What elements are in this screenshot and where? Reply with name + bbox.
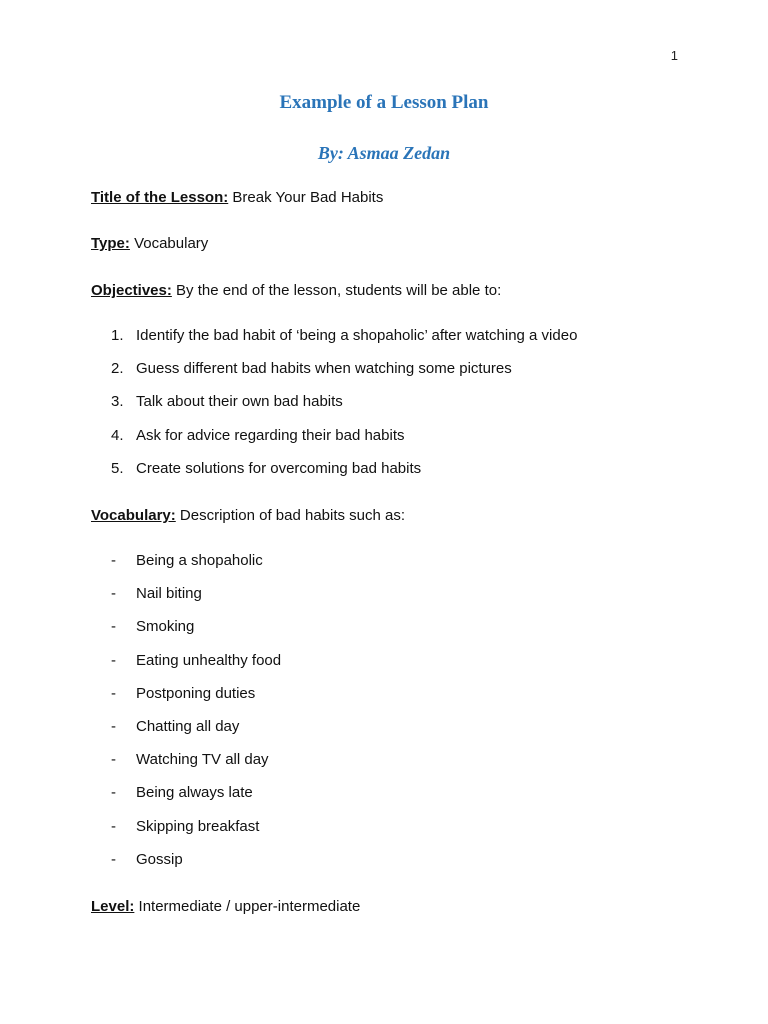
- level-label: Level:: [91, 898, 135, 915]
- lesson-title-label: Title of the Lesson:: [91, 189, 229, 206]
- level-line: [91, 898, 360, 915]
- objective-number: 1.: [111, 327, 124, 344]
- vocabulary-text: Skipping breakfast: [136, 817, 260, 835]
- vocabulary-item: [111, 784, 281, 817]
- objective-text: Ask for advice regarding their bad habits: [136, 426, 405, 444]
- vocabulary-text: Nail biting: [136, 585, 202, 603]
- objective-number: 4.: [111, 426, 124, 444]
- document-author: By: Asmaa Zedan: [317, 143, 451, 163]
- objective-text: Create solutions for overcoming bad habits: [136, 459, 422, 477]
- type-line: [91, 235, 208, 252]
- vocabulary-item: [111, 685, 281, 718]
- objective-text: Talk about their own bad habits: [136, 393, 343, 411]
- vocabulary-item: [111, 751, 281, 784]
- vocabulary-dash: -: [111, 751, 116, 769]
- vocabulary-text: Postponing duties: [136, 684, 256, 702]
- objective-number: 2.: [111, 360, 124, 378]
- objective-item: [111, 427, 577, 460]
- objectives-list: [111, 327, 577, 493]
- objective-item: [111, 327, 577, 360]
- vocabulary-dash: -: [111, 684, 116, 702]
- objective-number: 3.: [111, 393, 124, 411]
- vocabulary-item: [111, 652, 281, 685]
- vocabulary-dash: -: [111, 552, 116, 569]
- objective-item: [111, 360, 577, 393]
- vocabulary-text: Gossip: [136, 850, 183, 868]
- vocabulary-item: [111, 585, 281, 618]
- vocabulary-dash: -: [111, 618, 116, 636]
- type-label: Type:: [91, 235, 130, 252]
- vocabulary-item: [111, 851, 281, 884]
- objective-number: 5.: [111, 459, 124, 477]
- vocabulary-item: [111, 552, 281, 585]
- vocabulary-label: Vocabulary:: [91, 507, 176, 524]
- objective-item: [111, 393, 577, 426]
- vocabulary-text: Chatting all day: [136, 717, 240, 735]
- lesson-title-line: [91, 189, 383, 206]
- objective-text: Guess different bad habits when watching some pictures: [136, 360, 512, 378]
- vocabulary-dash: -: [111, 717, 116, 735]
- vocabulary-text: Being a shopaholic: [136, 552, 263, 569]
- document-title: Example of a Lesson Plan: [279, 92, 489, 113]
- objectives-value: By the end of the lesson, students will be able to:: [171, 282, 502, 299]
- level-value: Intermediate / upper-intermediate: [134, 898, 361, 915]
- vocabulary-line: [91, 507, 405, 524]
- vocabulary-item: [111, 618, 281, 651]
- page-number: 1: [670, 48, 678, 63]
- vocabulary-text: Smoking: [136, 618, 195, 636]
- vocabulary-dash: -: [111, 850, 116, 868]
- vocabulary-item: [111, 818, 281, 851]
- objective-text: Identify the bad habit of ‘being a shopaholic’ after watching a video: [136, 327, 578, 344]
- vocabulary-text: Being always late: [136, 784, 253, 802]
- vocabulary-text: Eating unhealthy food: [136, 651, 282, 669]
- vocabulary-text: Watching TV all day: [136, 751, 269, 769]
- vocabulary-value: Description of bad habits such as:: [175, 507, 406, 524]
- lesson-title-value: Break Your Bad Habits: [228, 189, 384, 206]
- vocabulary-dash: -: [111, 784, 116, 802]
- vocabulary-dash: -: [111, 651, 116, 669]
- objective-item: [111, 460, 577, 493]
- type-value: Vocabulary: [129, 235, 209, 252]
- vocabulary-dash: -: [111, 817, 116, 835]
- objectives-label: Objectives:: [91, 282, 172, 299]
- vocabulary-list: [111, 552, 281, 884]
- objectives-line: [91, 282, 501, 299]
- vocabulary-item: [111, 718, 281, 751]
- vocabulary-dash: -: [111, 585, 116, 603]
